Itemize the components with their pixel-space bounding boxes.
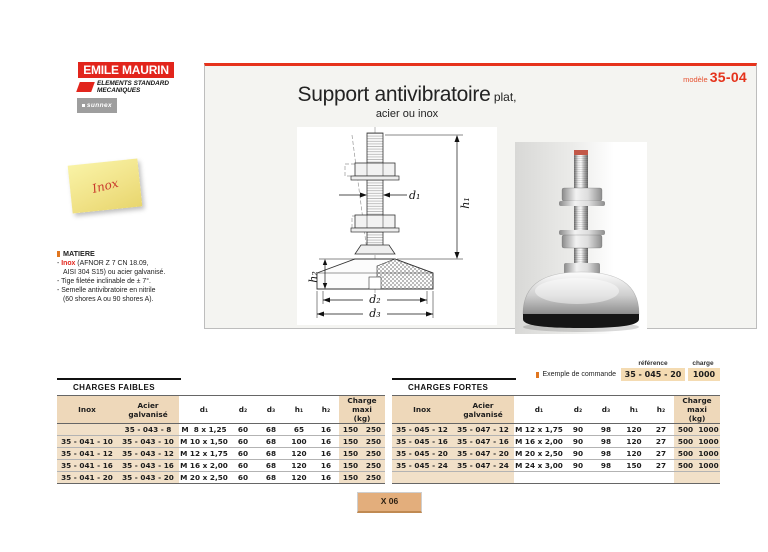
- brand-tagline: [78, 81, 169, 95]
- page-title: [219, 83, 595, 120]
- table-cell: 16: [313, 472, 339, 484]
- matiere-inox-term: Inox: [61, 260, 76, 267]
- brand-logo: EMILE MAURIN: [78, 62, 174, 78]
- table-cell: 35 - 041 - 10: [57, 436, 117, 448]
- table-cell: 35 - 043 - 10: [117, 436, 179, 448]
- table-row: [57, 472, 385, 484]
- table-cell: 150: [620, 460, 648, 472]
- matiere-heading: [57, 249, 199, 258]
- table-cell: M 24 x 3,00: [515, 461, 563, 470]
- table-cell: 98: [592, 424, 620, 436]
- table-cell: 150: [339, 424, 362, 436]
- table-row: [392, 448, 720, 460]
- data-table: [57, 395, 385, 484]
- title-suffix: plat,: [490, 90, 517, 104]
- table-cell: 16: [313, 448, 339, 460]
- table-cell: 60: [229, 436, 257, 448]
- table-charges-faibles: [57, 378, 385, 484]
- table-cell: 35 - 043 - 16: [117, 460, 179, 472]
- table-row: [57, 424, 385, 436]
- table-cell: [392, 472, 452, 484]
- product-photo-svg: [515, 142, 647, 334]
- col-charge-maxi: Charge maxi (kg): [339, 396, 385, 424]
- table-cell: 27: [648, 436, 674, 448]
- table-cell: 250: [362, 460, 385, 472]
- table-cell: 35 - 045 - 16: [392, 436, 452, 448]
- table-cell: 65: [285, 424, 313, 436]
- table-cell: M 20 x 2,50: [515, 449, 563, 458]
- table-cell: 35 - 041 - 12: [57, 448, 117, 460]
- table-cell: 35 - 045 - 12: [392, 424, 452, 436]
- table-cell: 27: [648, 448, 674, 460]
- tagline-line2: MECANIQUES: [97, 86, 141, 94]
- tagline-line1: ELEMENTS STANDARD: [97, 80, 169, 87]
- table-row: [392, 436, 720, 448]
- table-cell: 120: [285, 460, 313, 472]
- table-cell: 90: [564, 436, 592, 448]
- table-cell: 98: [592, 448, 620, 460]
- table-row: [57, 436, 385, 448]
- table-cell: 250: [362, 424, 385, 436]
- col-inox: Inox: [392, 396, 452, 424]
- col-h2: h₂: [313, 396, 339, 424]
- reference-label: référence: [638, 360, 668, 367]
- technical-drawing-svg: [297, 127, 497, 325]
- table-header-row: [392, 396, 720, 424]
- table-cell: 250: [362, 436, 385, 448]
- table-cell: 90: [564, 424, 592, 436]
- table-cell: 150: [339, 460, 362, 472]
- table-cell: 500: [674, 424, 697, 436]
- table-cell: 35 - 045 - 24: [392, 460, 452, 472]
- table-header-row: [57, 396, 385, 424]
- table-cell: 500: [674, 460, 697, 472]
- title-subtitle: acier ou inox: [375, 108, 439, 120]
- table-cell: 500: [674, 448, 697, 460]
- matiere-line2: AISI 304 S15) ou acier galvanisé.: [63, 269, 166, 276]
- col-d3: d₃: [592, 396, 620, 424]
- model-number: 35-04: [709, 69, 747, 85]
- orange-bullet-icon: [536, 372, 539, 378]
- dim-label-h1: h₁: [459, 197, 472, 209]
- table-cell: 27: [648, 424, 674, 436]
- col-inox: Inox: [57, 396, 117, 424]
- col-d1: d₁: [179, 396, 229, 424]
- technical-drawing: [297, 127, 497, 325]
- col-d2: d₂: [229, 396, 257, 424]
- table-cell: [57, 424, 117, 436]
- matiere-line1: - Inox (AFNOR Z 7 CN 18.09,: [57, 260, 149, 267]
- table-cell: M 10 x 1,50: [180, 437, 228, 446]
- table-charges-fortes: [392, 378, 720, 484]
- table-cell: 120: [285, 472, 313, 484]
- table-cell: [648, 472, 674, 484]
- table-cell: M 20 x 2,50: [180, 473, 228, 482]
- table-cell: 90: [564, 448, 592, 460]
- table-cell: 120: [620, 436, 648, 448]
- table-cell: 100: [285, 436, 313, 448]
- table-cell: [514, 472, 564, 484]
- table-cell: 120: [285, 448, 313, 460]
- table-cell: 16: [313, 460, 339, 472]
- table-cell: 35 - 047 - 12: [452, 424, 514, 436]
- table-cell: 68: [257, 448, 285, 460]
- dim-label-d2: d₂: [369, 293, 381, 306]
- table-cell: 150: [339, 472, 362, 484]
- dim-label-h2: h₂: [307, 271, 320, 283]
- col-h1: h₁: [285, 396, 313, 424]
- table-cell: M 16 x 2,00: [180, 461, 228, 470]
- product-panel: [204, 63, 757, 329]
- table-cell: M 8 x 1,25: [179, 424, 229, 436]
- table-cell: 60: [229, 424, 257, 436]
- table-cell: 98: [592, 436, 620, 448]
- table-cell: 35 - 047 - 16: [452, 436, 514, 448]
- table-cell: 35 - 043 - 20: [117, 472, 179, 484]
- model-label: modèle: [683, 75, 708, 84]
- sticky-note: [68, 158, 143, 213]
- supplier-badge-label: sunnex: [86, 102, 113, 109]
- charge-value: 1000: [688, 368, 720, 381]
- brand-parallelogram-icon: [76, 82, 95, 92]
- table-cell: 68: [257, 424, 285, 436]
- matiere-heading-label: MATIERE: [63, 249, 95, 258]
- table-row: [57, 460, 385, 472]
- table-cell: M 12 x 1,75: [180, 449, 228, 458]
- table-cell: 1000: [698, 437, 719, 446]
- table-cell: 35 - 041 - 20: [57, 472, 117, 484]
- table-cell: M 12 x 1,75: [515, 425, 563, 434]
- table-cell: 35 - 041 - 16: [57, 460, 117, 472]
- table-cell: [592, 472, 620, 484]
- table-cell: 35 - 045 - 20: [392, 448, 452, 460]
- table-cell: 150: [339, 436, 362, 448]
- col-d3: d₃: [257, 396, 285, 424]
- table-cell: 1000: [698, 425, 719, 434]
- reference-value: 35 - 045 - 20: [621, 368, 685, 381]
- table-cell: [452, 472, 514, 484]
- table-cell: 35 - 047 - 24: [452, 460, 514, 472]
- table-cell: 35 - 043 - 12: [117, 448, 179, 460]
- table-cell: 250: [362, 448, 385, 460]
- table-cell: 90: [564, 460, 592, 472]
- supplier-badge: [77, 98, 117, 113]
- dim-label-d1: d₁: [409, 189, 421, 202]
- table-cell: 68: [257, 472, 285, 484]
- table-row: [392, 460, 720, 472]
- sticky-note-text: Inox: [90, 176, 120, 196]
- table-cell: 1000: [698, 449, 719, 458]
- table-cell: 120: [620, 448, 648, 460]
- table-title: CHARGES FORTES: [408, 383, 489, 392]
- table-cell: 250: [362, 472, 385, 484]
- orange-bullet-icon: [57, 251, 60, 257]
- table-row: [392, 472, 720, 484]
- matiere-block: [57, 249, 199, 304]
- col-charge-maxi: Charge maxi (kg): [674, 396, 720, 424]
- table-cell: 120: [620, 424, 648, 436]
- order-example-labels: [536, 360, 720, 367]
- table-cell: [697, 472, 720, 484]
- table-cell: 35 - 047 - 20: [452, 448, 514, 460]
- col-d2: d₂: [564, 396, 592, 424]
- table-cell: 27: [648, 460, 674, 472]
- table-cell: 60: [229, 448, 257, 460]
- title-main: Support antivibratoire: [297, 83, 491, 106]
- matiere-line3: - Tige filetée inclinable de ± 7°.: [57, 278, 151, 285]
- dim-label-d3: d₃: [369, 307, 381, 320]
- table-cell: 68: [257, 460, 285, 472]
- table-cell: [620, 472, 648, 484]
- table-cell: 500: [674, 436, 697, 448]
- brand-tagline-text: [97, 81, 169, 95]
- page-marker-badge: X 06: [357, 492, 422, 513]
- table-title: CHARGES FAIBLES: [73, 383, 156, 392]
- table-cell: [564, 472, 592, 484]
- data-table: [392, 395, 720, 484]
- table-cell: 16: [313, 424, 339, 436]
- table-row: [392, 424, 720, 436]
- product-photo: [515, 142, 647, 334]
- table-cell: 98: [592, 460, 620, 472]
- table-cell: 60: [229, 460, 257, 472]
- col-d1: d₁: [514, 396, 564, 424]
- table-cell: 68: [257, 436, 285, 448]
- order-example-text: Exemple de commande: [542, 371, 616, 378]
- col-acier: Acier galvanisé: [452, 396, 514, 424]
- matiere-line4: - Semelle antivibratoire en nitrile: [57, 287, 156, 294]
- table-cell: M 16 x 2,00: [515, 437, 563, 446]
- supplier-badge-icon: [82, 104, 85, 107]
- charge-label: charge: [692, 360, 714, 367]
- matiere-line5: (60 shores A ou 90 shores A).: [63, 296, 154, 303]
- table-cell: 35 - 043 - 8: [117, 424, 179, 436]
- table-cell: 60: [229, 472, 257, 484]
- col-acier: Acier galvanisé: [117, 396, 179, 424]
- table-cell: [674, 472, 697, 484]
- table-cell: 150: [339, 448, 362, 460]
- table-cell: 16: [313, 436, 339, 448]
- model-reference: [683, 69, 747, 85]
- table-cell: 1000: [698, 461, 719, 470]
- col-h1: h₁: [620, 396, 648, 424]
- table-row: [57, 448, 385, 460]
- col-h2: h₂: [648, 396, 674, 424]
